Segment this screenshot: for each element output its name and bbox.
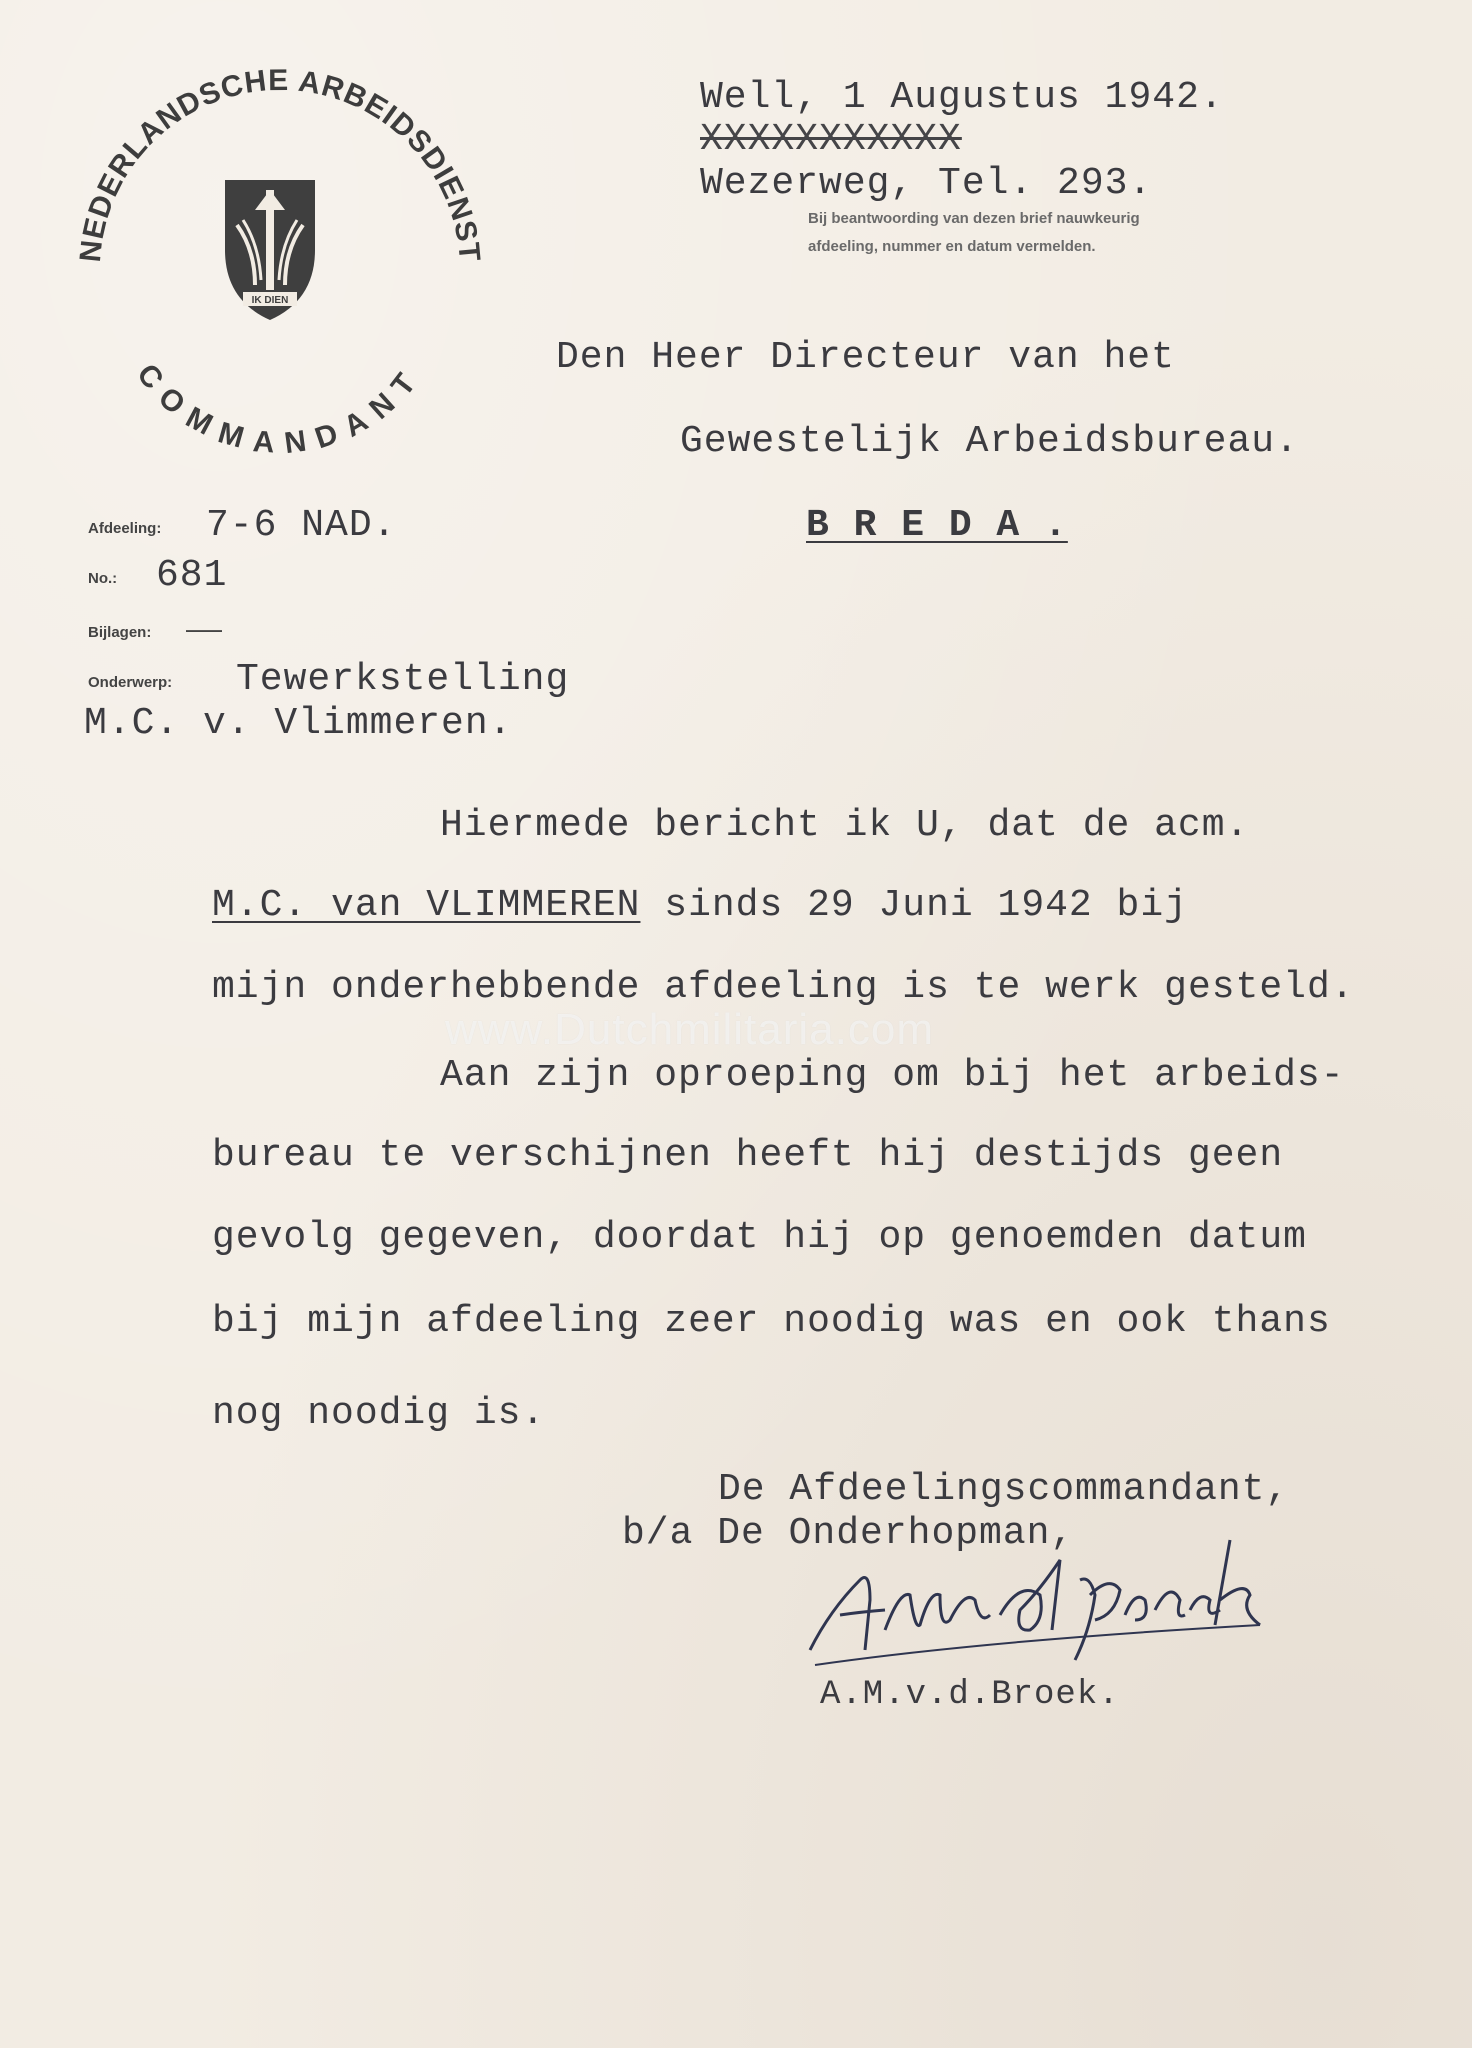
reply-note-line1: Bij beantwoording van dezen brief nauwkeurig: [808, 210, 1140, 227]
signed-name: A.M.v.d.Broek.: [820, 1676, 1120, 1714]
addressee-line1: Den Heer Directeur van het: [556, 336, 1175, 379]
body-p2-line4: bij mijn afdeeling zeer noodig was en ook thans: [212, 1300, 1331, 1343]
body-p2-line3: gevolg gegeven, doordat hij op genoemden datum: [212, 1216, 1307, 1259]
closing-line1: De Afdeelingscommandant,: [718, 1468, 1290, 1511]
body-p1-line2: [212, 884, 1188, 927]
addressee-line2: Gewestelijk Arbeidsbureau.: [680, 420, 1299, 463]
place-date: Well, 1 Augustus 1942.: [700, 76, 1224, 119]
arbeidsdienst-emblem: [60, 40, 500, 480]
bijlagen-label: Bijlagen:: [88, 624, 152, 641]
no-label: No.:: [88, 570, 118, 587]
motto-text: IK DIEN: [251, 295, 289, 306]
struck-out-line: XXXXXXXXXXX: [700, 118, 962, 161]
onderwerp-line2: M.C. v. Vlimmeren.: [84, 702, 513, 745]
afdeeling-label: Afdeeling:: [88, 520, 162, 537]
onderwerp-label: Onderwerp:: [88, 674, 173, 691]
body-p2-line2: bureau te verschijnen heeft hij destijds geen: [212, 1134, 1284, 1177]
body-p2-line1: Aan zijn oproeping om bij het arbeids-: [440, 1054, 1345, 1097]
closing-line2: b/a De Onderhopman,: [622, 1512, 1075, 1555]
bijlagen-value: ——: [186, 620, 222, 640]
role-arc: COMMANDANT: [130, 358, 430, 461]
afdeeling-value: 7-6 NAD.: [206, 504, 397, 547]
address-phone: Wezerweg, Tel. 293.: [700, 162, 1153, 205]
shield-icon: [225, 180, 315, 320]
handwritten-signature: [790, 1520, 1310, 1670]
addressee-city: B R E D A .: [806, 504, 1068, 547]
watermark: www.Dutchmilitaria.com: [445, 1005, 934, 1054]
org-name-arc: NEDERLANDSCHE ARBEIDSDIENST: [73, 63, 487, 264]
body-p1-line3: mijn onderhebbende afdeeling is te werk gesteld.: [212, 966, 1355, 1009]
onderwerp-line1: Tewerkstelling: [236, 658, 570, 701]
body-p2-line5: nog noodig is.: [212, 1392, 546, 1435]
no-value: 681: [156, 554, 228, 597]
reply-note-line2: afdeeling, nummer en datum vermelden.: [808, 238, 1096, 255]
body-p1-line2-rest: sinds 29 Juni 1942 bij: [640, 884, 1188, 927]
person-name: M.C. van VLIMMEREN: [212, 884, 641, 927]
body-p1-line1: Hiermede bericht ik U, dat de acm.: [440, 804, 1250, 847]
